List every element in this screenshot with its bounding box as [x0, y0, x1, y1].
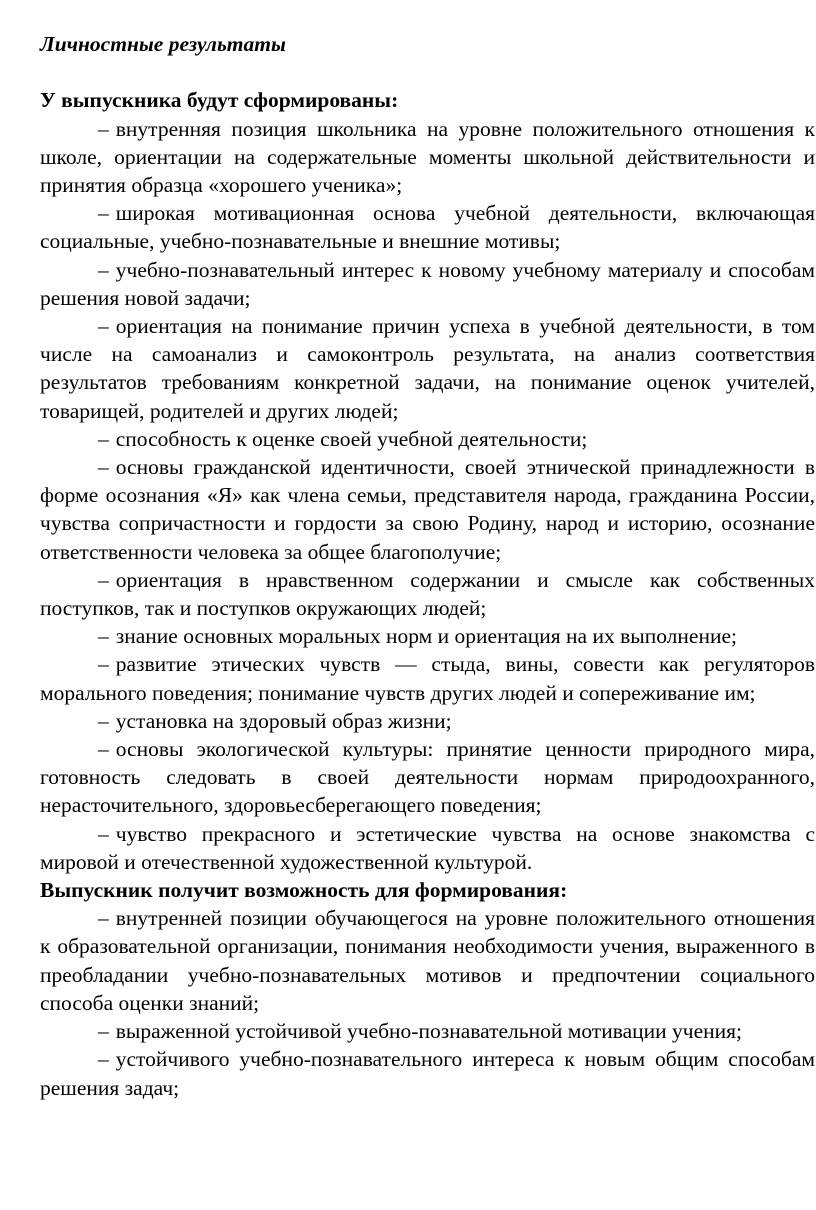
- dash-bullet: –: [98, 1019, 109, 1044]
- dash-bullet: –: [98, 455, 109, 480]
- dash-bullet: –: [98, 567, 109, 592]
- dash-bullet: –: [98, 201, 109, 226]
- list-item: – выраженной устойчивой учебно-познавательной мотивации учения;: [40, 1017, 815, 1045]
- list-item: – ориентация на понимание причин успеха в учебной деятельности, в том числе на самоанализ и самоконтроль результата, на анализ соответствия результатов требованиям конкретной задачи, на понимание оценок учителей, товарищей, родителей и других людей;: [40, 314, 815, 423]
- list-item: – развитие этических чувств — стыда, вины, совести как регуляторов морального поведения; понимание чувств других людей и сопереживание им;: [40, 652, 815, 705]
- dash-bullet: –: [98, 906, 109, 931]
- dash-bullet: –: [98, 257, 109, 282]
- page-title: Личностные результаты: [40, 32, 286, 56]
- dash-bullet: –: [98, 624, 109, 649]
- dash-bullet: –: [98, 708, 109, 733]
- dash-bullet: –: [98, 116, 109, 141]
- list-item: – устойчивого учебно-познавательного интереса к новым общим способам решения задач;: [40, 1047, 815, 1100]
- list-item: – чувство прекрасного и эстетические чувства на основе знакомства с мировой и отечественной художественной культурой.: [40, 821, 815, 874]
- list-item: – учебно-познавательный интерес к новому учебному материалу и способам решения новой задачи;: [40, 257, 815, 310]
- list-opportunity: [40, 904, 815, 1101]
- document-page: [40, 30, 815, 1102]
- dash-bullet: –: [98, 314, 109, 339]
- dash-bullet: –: [98, 821, 109, 846]
- dash-bullet: –: [98, 1047, 109, 1072]
- list-item: – широкая мотивационная основа учебной деятельности, включающая социальные, учебно-познавательные и внешние мотивы;: [40, 201, 815, 254]
- dash-bullet: –: [98, 652, 109, 677]
- list-item: – основы гражданской идентичности, своей этнической принадлежности в форме осознания «Я» как члена семьи, представителя народа, гражданина России, чувства сопричастности и гордости за свою Родину, народ и историю, осознание ответственности человека за общее благополучие;: [40, 455, 815, 564]
- list-item: – внутренней позиции обучающегося на уровне положительного отношения к образовательной организации, понимания необходимости учения, выраженного в преобладании учебно-познавательных мотивов и предпочтении социального способа оценки знаний;: [40, 906, 815, 1015]
- section-heading-formed: У выпускника будут сформированы:: [40, 88, 399, 113]
- dash-bullet: –: [98, 426, 109, 451]
- list-item: – ориентация в нравственном содержании и смысле как собственных поступков, так и поступков окружающих людей;: [40, 567, 815, 621]
- list-formed: [40, 115, 815, 876]
- dash-bullet: –: [98, 737, 109, 762]
- list-item: – установка на здоровый образ жизни;: [40, 707, 815, 735]
- list-item: – внутренняя позиция школьника на уровне положительного отношения к школе, ориентации на содержательные моменты школьной действительности и принятия образца «хорошего ученика»;: [40, 116, 815, 197]
- list-item: – знание основных моральных норм и ориентация на их выполнение;: [40, 622, 815, 650]
- list-item: – способность к оценке своей учебной деятельности;: [40, 425, 815, 453]
- section-heading-opportunity: Выпускник получит возможность для формирования:: [40, 878, 568, 903]
- list-item: – основы экологической культуры: принятие ценности природного мира, готовность следовать в своей деятельности нормам природоохранного, нерасточительного, здоровьесберегающего поведения;: [40, 737, 815, 818]
